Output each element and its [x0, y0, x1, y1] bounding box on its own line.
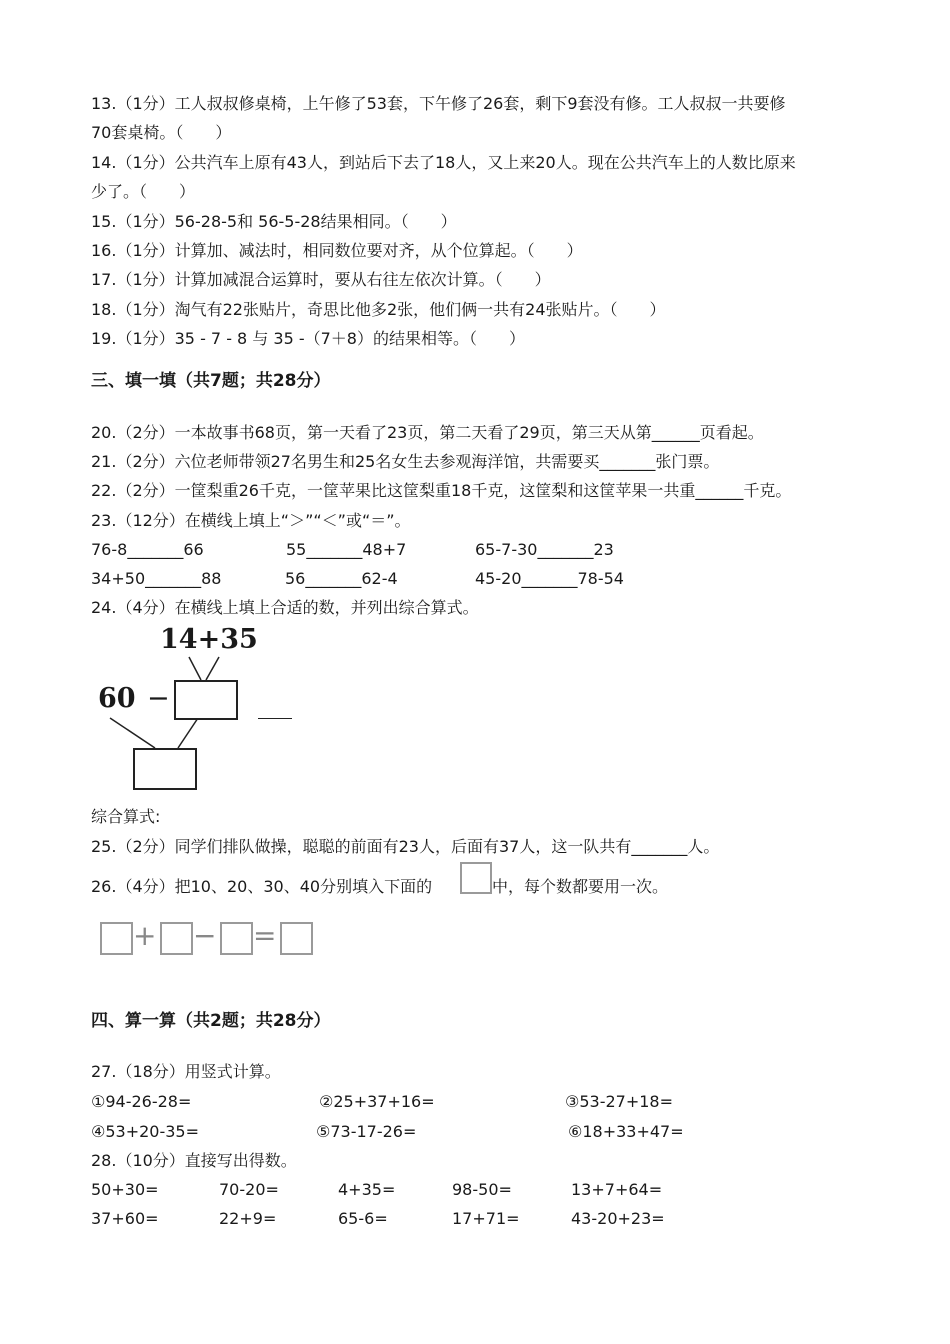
q23-item-1: 76-8_______66: [91, 540, 204, 559]
q24-combined-formula-label: 综合算式:: [91, 807, 161, 826]
q28-item-5: 13+7+64=: [571, 1180, 663, 1199]
question-14-line2: 少了。（ ）: [91, 182, 196, 201]
q27-item-1: ①94-26-28=: [91, 1092, 192, 1111]
q27-item-5: ⑤73-17-26=: [316, 1122, 417, 1141]
q26-equals-sign: =: [253, 919, 277, 952]
question-17: 17.（1分）计算加减混合运算时，要从右往左依次计算。（ ）: [91, 270, 551, 289]
q28-item-6: 37+60=: [91, 1209, 159, 1228]
q26-plus-sign: +: [133, 919, 157, 952]
question-28: 28.（10分）直接写出得数。: [91, 1151, 297, 1170]
q24-answer-box-top[interactable]: [174, 680, 238, 720]
section-3-title: 三、填一填（共7题；共28分）: [91, 371, 331, 391]
q28-item-4: 98-50=: [452, 1180, 512, 1199]
q23-item-2: 55_______48+7: [286, 540, 407, 559]
q28-item-2: 70-20=: [219, 1180, 279, 1199]
q26-box-4[interactable]: [280, 922, 313, 955]
question-13-line2: 70套桌椅。（ ）: [91, 123, 232, 142]
section-4-title: 四、算一算（共2题；共28分）: [91, 1011, 331, 1031]
question-24: 24.（4分）在横线上填上合适的数，并列出综合算式。: [91, 598, 479, 617]
question-14-line1: 14.（1分）公共汽车上原有43人，到站后下去了18人，又上来20人。现在公共汽车上的人数比原来: [91, 153, 796, 172]
q27-item-4: ④53+20-35=: [91, 1122, 200, 1141]
question-23: 23.（12分）在横线上填上“＞”“＜”或“＝”。: [91, 511, 411, 530]
question-18: 18.（1分）淘气有22张贴片，奇思比他多2张，他们俩一共有24张贴片。（ ）: [91, 300, 666, 319]
q23-item-3: 65-7-30_______23: [475, 540, 614, 559]
question-16: 16.（1分）计算加、减法时，相同数位要对齐，从个位算起。（ ）: [91, 241, 583, 260]
q26-box-2[interactable]: [160, 922, 193, 955]
q26-minus-sign: −: [193, 919, 217, 952]
q26-box-3[interactable]: [220, 922, 253, 955]
q27-item-3: ③53-27+18=: [565, 1092, 674, 1111]
question-19: 19.（1分）35 - 7 - 8 与 35 -（7＋8）的结果相等。（ ）: [91, 329, 525, 348]
question-26-text-end: 中，每个数都要用一次。: [492, 877, 669, 896]
q23-item-4: 34+50_______88: [91, 569, 222, 588]
q24-minus-sign: −: [147, 683, 170, 714]
question-26-text: 26.（4分）把10、20、30、40分别填入下面的: [91, 877, 433, 896]
q24-answer-blank[interactable]: [258, 718, 292, 719]
q27-item-2: ②25+37+16=: [319, 1092, 435, 1111]
question-27: 27.（18分）用竖式计算。: [91, 1062, 281, 1081]
question-22: 22.（2分）一筐梨重26千克，一筐苹果比这筐梨重18千克，这筐梨和这筐苹果一共重______千克。: [91, 481, 792, 500]
question-20: 20.（2分）一本故事书68页，第一天看了23页，第二天看了29页，第三天从第______页看起。: [91, 423, 764, 442]
q23-item-5: 56_______62-4: [285, 569, 398, 588]
q28-item-9: 17+71=: [452, 1209, 520, 1228]
question-15: 15.（1分）56-28-5和 56-5-28结果相同。（ ）: [91, 212, 457, 231]
q23-item-6: 45-20_______78-54: [475, 569, 624, 588]
q26-box-1[interactable]: [100, 922, 133, 955]
question-21: 21.（2分）六位老师带领27名男生和25名女生去参观海洋馆，共需要买_______张门票。: [91, 452, 720, 471]
q28-item-10: 43-20+23=: [571, 1209, 665, 1228]
q28-item-3: 4+35=: [338, 1180, 396, 1199]
q24-answer-box-bottom[interactable]: [133, 748, 197, 790]
q28-item-7: 22+9=: [219, 1209, 277, 1228]
q26-inline-box: [460, 862, 492, 894]
question-13-line1: 13.（1分）工人叔叔修桌椅，上午修了53套，下午修了26套，剩下9套没有修。工人叔叔一共要修: [91, 94, 786, 113]
q24-top-expression: 14+35: [160, 624, 258, 655]
q24-left-number: 60: [98, 683, 136, 714]
q27-item-6: ⑥18+33+47=: [568, 1122, 684, 1141]
q28-item-8: 65-6=: [338, 1209, 388, 1228]
q28-item-1: 50+30=: [91, 1180, 159, 1199]
question-25: 25.（2分）同学们排队做操，聪聪的前面有23人，后面有37人，这一队共有_______人。: [91, 837, 720, 856]
